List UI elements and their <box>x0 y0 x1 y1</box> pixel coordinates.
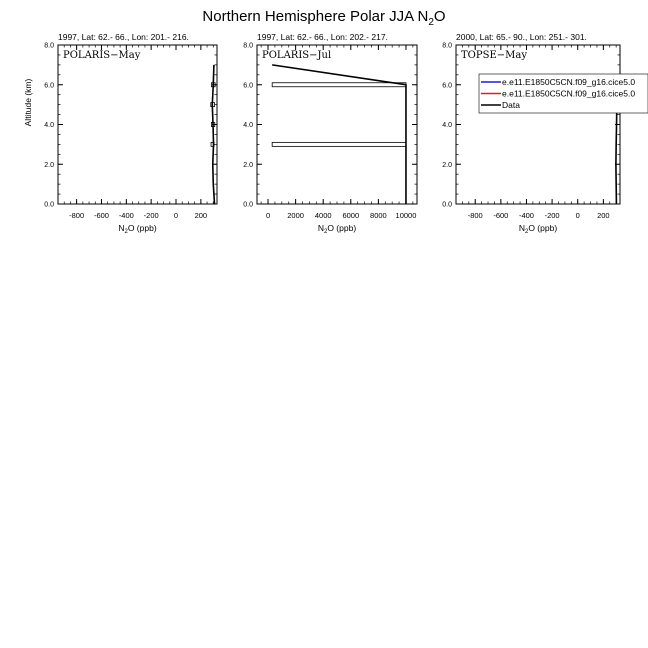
y-tick-label: 6.0 <box>442 82 452 90</box>
x-axis-label-sub: 2 <box>323 229 328 235</box>
y-tick-label: 0.0 <box>243 201 253 209</box>
legend-label: Data <box>502 100 520 110</box>
plot-frame <box>456 45 620 204</box>
x-axis-label-sub: 2 <box>124 229 128 235</box>
plot-frame <box>257 45 417 204</box>
y-tick-label: 6.0 <box>243 82 253 90</box>
x-tick-label: -400 <box>118 211 134 220</box>
panel-label: POLARIS−Jul <box>262 50 332 61</box>
y-tick-label: 0.0 <box>442 201 452 209</box>
x-axis-label <box>118 223 156 235</box>
panel-title: 1997, Lat: 62.- 66., Lon: 201.- 216. <box>58 32 189 42</box>
x-tick-label: 2000 <box>287 211 304 220</box>
x-tick-label: -200 <box>143 211 159 220</box>
y-tick-label: 4.0 <box>243 122 253 129</box>
data-line <box>212 65 214 204</box>
y-tick-label: 8.0 <box>243 42 253 50</box>
x-axis-label <box>519 223 557 235</box>
x-tick-label: 4000 <box>314 211 332 220</box>
x-tick-label: 10000 <box>395 211 417 220</box>
x-tick-label: -200 <box>544 211 560 220</box>
x-tick-label: -600 <box>93 211 109 220</box>
y-tick-label: 8.0 <box>44 42 54 50</box>
x-tick-label: -800 <box>467 211 483 220</box>
panel-label: TOPSE−May <box>461 50 527 61</box>
x-tick-label: 200 <box>597 211 610 220</box>
panel-1 <box>23 32 217 235</box>
panel-2 <box>243 32 417 235</box>
x-axis-label-main: N <box>317 223 324 233</box>
x-tick-label: -800 <box>69 211 85 220</box>
y-tick-label: 4.0 <box>442 122 452 129</box>
x-axis-label-main: N <box>518 223 525 233</box>
y-axis-label: Altitude (km) <box>23 78 33 127</box>
x-tick-label: 0 <box>265 211 271 220</box>
x-axis-label-rest: O (ppb) <box>528 223 558 233</box>
y-tick-label: 2.0 <box>243 161 253 169</box>
legend-label: e.e11.E1850C5CN.f09_g16.cice5.0 <box>502 77 636 87</box>
figure-title-suffix: O <box>433 8 446 25</box>
y-tick-label: 6.0 <box>44 82 54 90</box>
data-range-box <box>272 83 406 87</box>
x-tick-label: 0 <box>575 211 580 220</box>
panel-label: POLARIS−May <box>63 50 141 61</box>
data-line <box>272 65 406 204</box>
y-tick-label: 2.0 <box>44 161 54 169</box>
x-tick-label: 0 <box>173 211 179 220</box>
x-axis-label-sub: 2 <box>524 229 529 235</box>
y-tick-label: 0.0 <box>44 201 54 209</box>
x-tick-label: 8000 <box>370 211 387 220</box>
x-tick-label: 6000 <box>342 211 360 220</box>
x-axis-label-rest: O (ppb) <box>127 223 157 233</box>
panel-title: 1997, Lat: 62.- 66., Lon: 202.- 217. <box>257 32 388 42</box>
x-tick-label: -400 <box>518 211 534 220</box>
x-axis-label-rest: O (ppb) <box>327 223 357 233</box>
x-axis-label <box>318 223 356 235</box>
panel-3 <box>442 32 648 235</box>
figure-title-sub: 2 <box>428 17 434 28</box>
legend-label: e.e11.E1850C5CN.f09_g16.cice5.0 <box>502 88 636 99</box>
panel-title: 2000, Lat: 65.- 90., Lon: 251.- 301. <box>456 32 587 42</box>
x-axis-label-main: N <box>118 223 125 233</box>
y-tick-label: 2.0 <box>442 161 452 169</box>
figure-title-text: Northern Hemisphere Polar JJA N <box>202 8 429 25</box>
x-tick-label: 200 <box>194 211 208 220</box>
y-tick-label: 8.0 <box>442 42 452 50</box>
y-tick-label: 4.0 <box>44 122 54 129</box>
plot-frame <box>58 45 217 204</box>
data-range-box <box>272 142 406 146</box>
x-tick-label: -600 <box>493 211 509 220</box>
